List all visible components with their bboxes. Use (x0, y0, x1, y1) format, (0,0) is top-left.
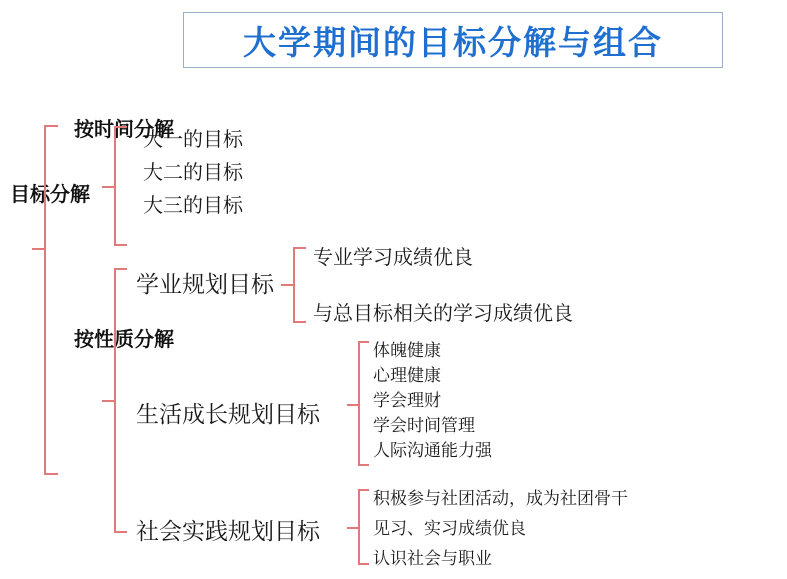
group-academic-connector-tick (281, 284, 294, 286)
leaf-life-2: 心理健康 (373, 366, 441, 385)
root-label: 目标分解 (10, 184, 90, 206)
leaf-academic-1: 专业学习成绩优良 (313, 247, 473, 269)
page-title: 大学期间的目标分解与组合 (243, 23, 663, 61)
branch-time-connector-tick (102, 186, 115, 188)
group-practice-bracket (358, 489, 369, 565)
group-practice-label: 社会实践规划目标 (136, 518, 320, 544)
leaf-practice-2: 见习、实习成绩优良 (373, 519, 526, 538)
group-academic-bracket (293, 247, 306, 323)
leaf-time-1: 大一的目标 (143, 129, 243, 151)
branch-nature-bracket (114, 268, 127, 533)
group-life-label: 生活成长规划目标 (136, 401, 320, 427)
root-connector-tick (32, 248, 46, 250)
branch-nature-connector-tick (102, 400, 115, 402)
leaf-life-5: 人际沟通能力强 (373, 441, 492, 460)
leaf-life-4: 学会时间管理 (373, 416, 475, 435)
leaf-life-3: 学会理财 (373, 391, 441, 410)
branch-nature-label: 按性质分解 (74, 329, 174, 351)
group-academic-label: 学业规划目标 (136, 271, 274, 297)
title-box (183, 12, 723, 68)
leaf-practice-3: 认识社会与职业 (373, 549, 492, 568)
leaf-life-1: 体魄健康 (373, 341, 441, 360)
branch-time-bracket (114, 126, 127, 246)
group-life-connector-tick (347, 404, 359, 406)
root-bracket (44, 125, 58, 475)
branch-time-label: 按时间分解 (74, 119, 174, 141)
group-life-bracket (358, 341, 369, 466)
leaf-academic-2: 与总目标相关的学习成绩优良 (313, 303, 573, 325)
leaf-time-2: 大二的目标 (143, 162, 243, 184)
leaf-time-3: 大三的目标 (143, 195, 243, 217)
leaf-practice-1: 积极参与社团活动，成为社团骨干 (373, 489, 628, 508)
group-practice-connector-tick (347, 527, 359, 529)
